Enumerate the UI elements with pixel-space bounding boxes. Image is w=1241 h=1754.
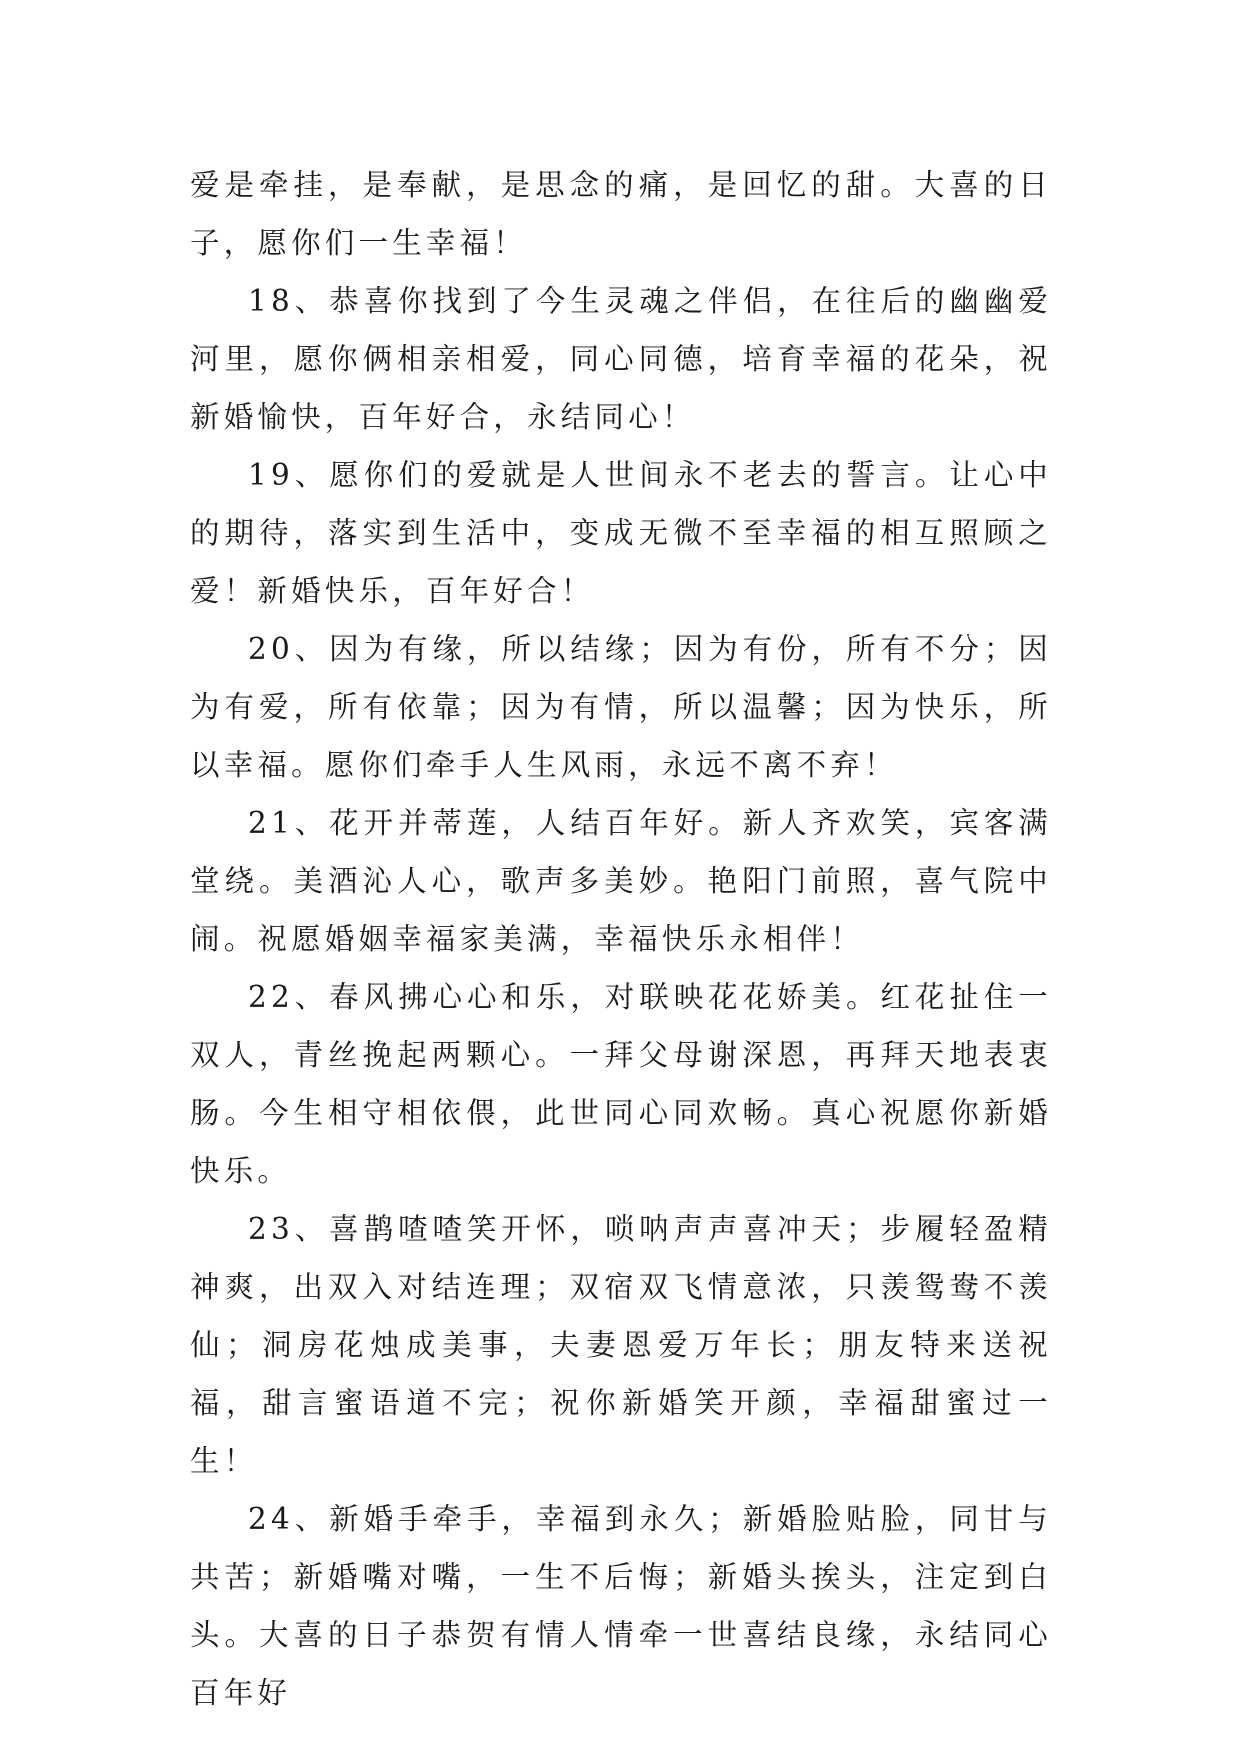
paragraph-item-21: 21、花开并蒂莲，人结百年好。新人齐欢笑，宾客满堂绕。美酒沁人心，歌声多美妙。艳阳门前照，喜气院中闹。祝愿婚姻幸福家美满，幸福快乐永相伴！ — [190, 806, 1052, 956]
paragraph-continued: 爱是牵挂，是奉献，是思念的痛，是回忆的甜。大喜的日子，愿你们一生幸福！ — [190, 168, 1052, 260]
paragraph-item-22: 22、春风拂心心和乐，对联映花花娇美。红花扯住一双人，青丝挽起两颗心。一拜父母谢深恩，再拜天地表衷肠。今生相守相依偎，此世同心同欢畅。真心祝愿你新婚快乐。 — [190, 980, 1052, 1188]
paragraph-item-20: 20、因为有缘，所以结缘；因为有份，所有不分；因为有爱，所有依靠；因为有情，所以温馨；因为快乐，所以幸福。愿你们牵手人生风雨，永远不离不弃！ — [190, 632, 1052, 782]
paragraph-item-23: 23、喜鹊喳喳笑开怀，唢呐声声喜冲天；步履轻盈精神爽，出双入对结连理；双宿双飞情意浓，只羡鸳鸯不羡仙；洞房花烛成美事，夫妻恩爱万年长；朋友特来送祝福，甜言蜜语道不完；祝你新婚笑开颜，幸福甜蜜过一生！ — [190, 1212, 1052, 1478]
document-body — [190, 156, 1052, 1722]
paragraph-item-24: 24、新婚手牵手，幸福到永久；新婚脸贴脸，同甘与共苦；新婚嘴对嘴，一生不后悔；新婚头挨头，注定到白头。大喜的日子恭贺有情人情牵一世喜结良缘，永结同心百年好 — [190, 1502, 1052, 1710]
paragraph-item-18: 18、恭喜你找到了今生灵魂之伴侣，在往后的幽幽爱河里，愿你俩相亲相爱，同心同德，培育幸福的花朵，祝新婚愉快，百年好合，永结同心！ — [190, 284, 1052, 434]
paragraph-item-19: 19、愿你们的爱就是人世间永不老去的誓言。让心中的期待，落实到生活中，变成无微不至幸福的相互照顾之爱！新婚快乐，百年好合！ — [190, 458, 1052, 608]
